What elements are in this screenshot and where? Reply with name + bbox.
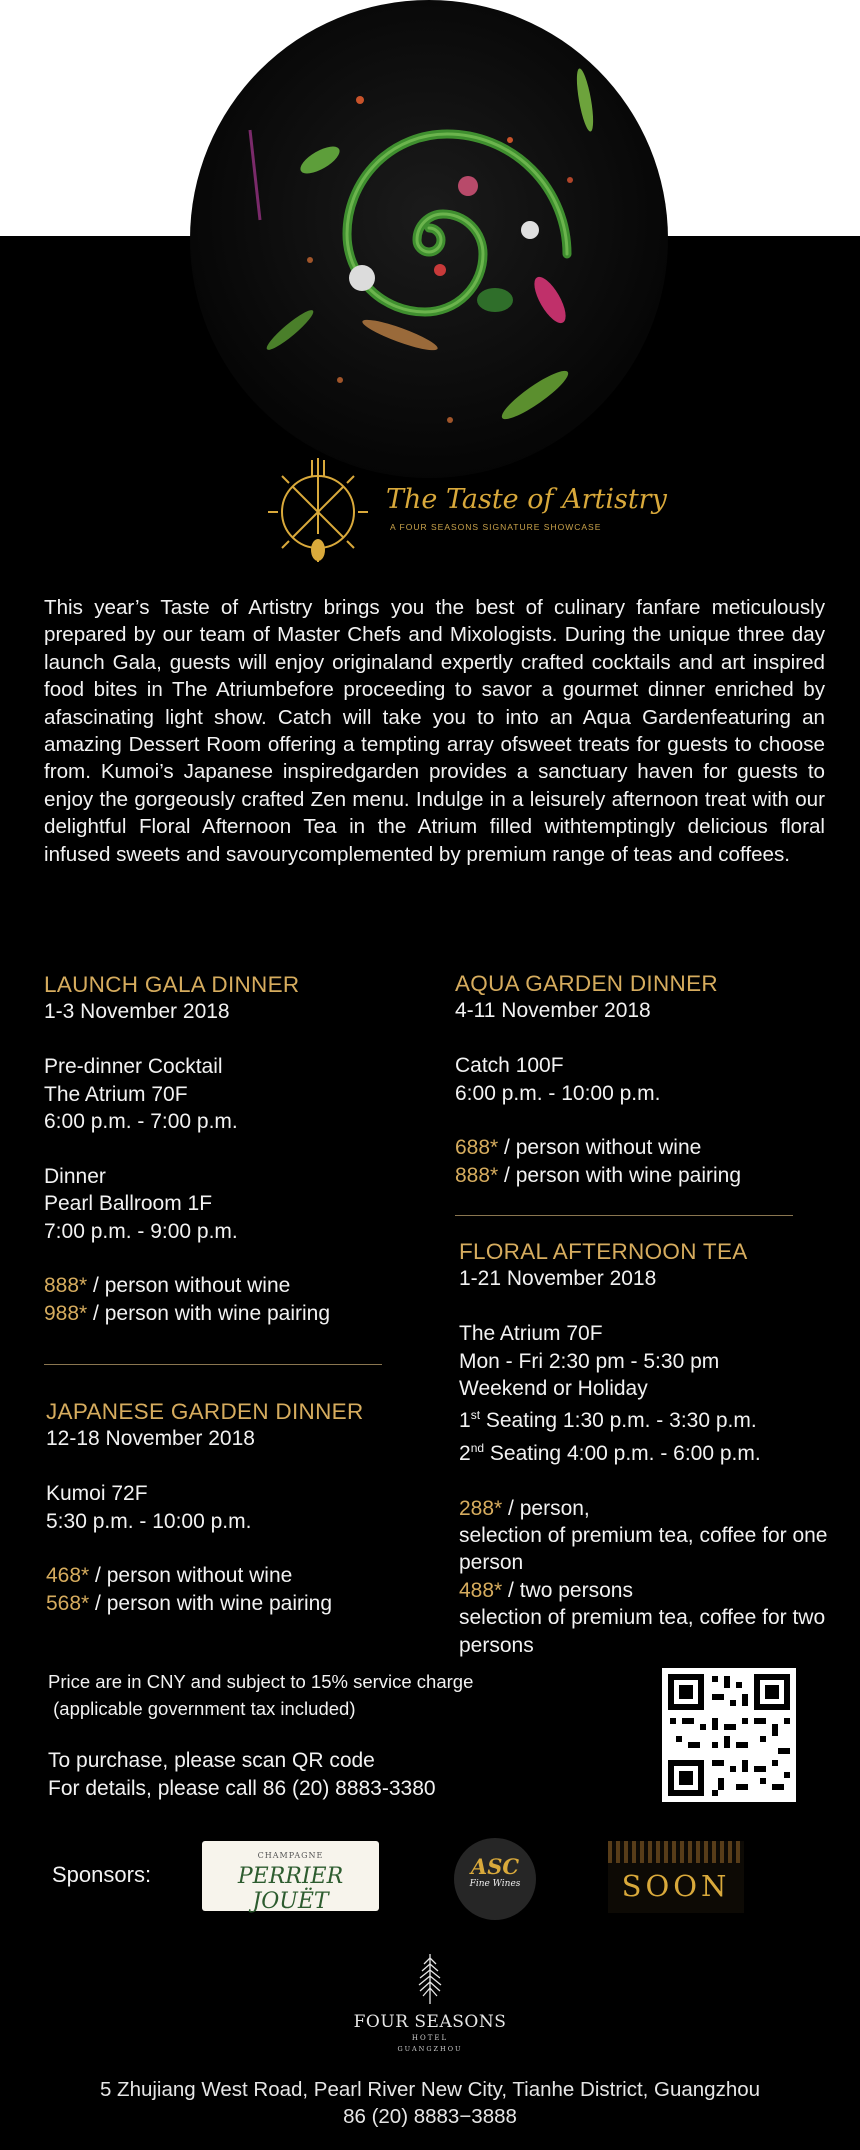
- price-desc: / person without wine: [87, 1274, 291, 1298]
- japanese-garden-venue: Kumoi 72F: [46, 1482, 148, 1506]
- purchase-info: [48, 1747, 436, 1803]
- price-value: 688*: [455, 1136, 499, 1160]
- sponsor1-name: PERRIER JOUËT: [237, 1864, 344, 1914]
- price-value: 468*: [46, 1564, 90, 1588]
- sponsor-perrier-jouet-logo: [202, 1841, 379, 1914]
- price-desc: / person without wine: [498, 1136, 702, 1160]
- price-value: 988*: [44, 1301, 88, 1325]
- event-logo: [262, 452, 667, 572]
- cocktail-venue: The Atrium 70F: [44, 1082, 188, 1106]
- floral-tea-section: [459, 1238, 839, 1659]
- japanese-garden-title: JAPANESE GARDEN DINNER: [46, 1399, 364, 1424]
- aqua-garden-section: [455, 970, 825, 1189]
- launch-gala-title: LAUNCH GALA DINNER: [44, 972, 300, 997]
- purchase-line-2[interactable]: For details, please call 86 (20) 8883-3380: [48, 1777, 436, 1800]
- floral-tea-price-1: [459, 1495, 839, 1522]
- ordinal-suffix: st: [470, 1408, 481, 1423]
- japanese-garden-price-1: [46, 1562, 416, 1589]
- price-desc: / two persons: [502, 1578, 633, 1602]
- fork-spoon-knife-icon: [262, 456, 374, 568]
- four-seasons-logo: [330, 1950, 530, 2060]
- hotel-address: [0, 2076, 860, 2130]
- aqua-garden-title: AQUA GARDEN DINNER: [455, 971, 718, 996]
- phone-line[interactable]: 86 (20) 8883−3888: [343, 2105, 517, 2128]
- price-desc: / person with wine pairing: [89, 1591, 333, 1615]
- price-desc: / person with wine pairing: [498, 1163, 742, 1187]
- price-desc: / person,: [502, 1496, 590, 1520]
- floral-tea-price-1-detail: selection of premium tea, coffee for one person: [459, 1524, 828, 1575]
- intro-paragraph: This year’s Taste of Artistry brings you the best of culinary fanfare meticulously prepared by our team of Master Chefs and Mixologists. During the unique three day launch Gala, guests will enjoy originaland expertly crafted cocktails and art inspired food bites in The Atriumbefore proceeding to savor a gourmet dinner enriched by afascinating light show. Catch will take you to into an Aqua Gardenfeaturing an amazing Dessert Room offering a tempting array ofsweet treats for guests to choose from. Kumoi’s Japanese inspiredgarden provides a sanctuary haven for guests to enjoy the gorgeously crafted Zen menu. Indulge in a leisurely afternoon treat with our delightful Floral Afternoon Tea in the Atrium filled withtemptingly delicious floral infused sweets and savourycomplemented by premium range of teas and coffees.: [44, 596, 825, 866]
- price-value: 488*: [459, 1578, 503, 1602]
- aqua-garden-dates: 4-11 November 2018: [455, 999, 651, 1023]
- launch-gala-section: [44, 971, 404, 1327]
- floral-tea-seating-2: [459, 1435, 839, 1467]
- divider: [44, 1364, 382, 1365]
- divider: [455, 1215, 793, 1216]
- ordinal-number: 2: [459, 1441, 471, 1465]
- price-value: 288*: [459, 1496, 503, 1520]
- pattern-band: [608, 1841, 744, 1863]
- sponsor2-name: ASC: [470, 1854, 520, 1879]
- floral-tea-weekend: Weekend or Holiday: [459, 1377, 648, 1401]
- sponsor1-top: CHAMPAGNE: [257, 1851, 324, 1860]
- dinner-label: Dinner: [44, 1164, 106, 1188]
- launch-gala-dates: 1-3 November 2018: [44, 1000, 230, 1024]
- logo-subtitle: A FOUR SEASONS SIGNATURE SHOWCASE: [390, 522, 602, 532]
- floral-tea-dates: 1-21 November 2018: [459, 1267, 657, 1291]
- japanese-garden-section: [46, 1398, 416, 1617]
- launch-gala-price-2: [44, 1300, 404, 1327]
- qr-code-icon[interactable]: [662, 1668, 796, 1802]
- floral-tea-weekday: Mon - Fri 2:30 pm - 5:30 pm: [459, 1349, 720, 1373]
- floral-tea-price-2: [459, 1577, 839, 1604]
- price-value: 888*: [44, 1274, 88, 1298]
- hotel-word: HOTEL: [411, 2034, 449, 2042]
- price-desc: / person without wine: [89, 1564, 293, 1588]
- cocktail-time: 6:00 p.m. - 7:00 p.m.: [44, 1110, 238, 1134]
- sponsor-soon-logo: [608, 1841, 744, 1913]
- seating-time: Seating 4:00 p.m. - 6:00 p.m.: [484, 1441, 761, 1465]
- floral-tea-seating-1: [459, 1402, 839, 1434]
- spiral-food-artwork: [190, 0, 668, 478]
- hotel-name: FOUR SEASONS: [353, 2012, 507, 2032]
- aqua-garden-time: 6:00 p.m. - 10:00 p.m.: [455, 1081, 661, 1105]
- floral-tea-title: FLORAL AFTERNOON TEA: [459, 1239, 748, 1264]
- floral-tea-venue: The Atrium 70F: [459, 1322, 603, 1346]
- japanese-garden-dates: 12-18 November 2018: [46, 1427, 255, 1451]
- aqua-garden-price-1: [455, 1134, 825, 1161]
- japanese-garden-time: 5:30 p.m. - 10:00 p.m.: [46, 1509, 252, 1533]
- japanese-garden-price-2: [46, 1590, 416, 1617]
- price-value: 888*: [455, 1163, 499, 1187]
- hotel-city: GUANGZHOU: [397, 2045, 463, 2053]
- dinner-venue: Pearl Ballroom 1F: [44, 1192, 213, 1216]
- price-note-line-1: Price are in CNY and subject to 15% service charge: [48, 1671, 474, 1692]
- price-value: 568*: [46, 1591, 90, 1615]
- cocktail-label: Pre-dinner Cocktail: [44, 1055, 223, 1079]
- logo-title: The Taste of Artistry: [386, 484, 667, 515]
- launch-gala-price-1: [44, 1272, 404, 1299]
- seating-time: Seating 1:30 p.m. - 3:30 p.m.: [480, 1409, 757, 1433]
- dinner-time: 7:00 p.m. - 9:00 p.m.: [44, 1219, 238, 1243]
- hero-image: [190, 0, 668, 478]
- price-note-line-2: (applicable government tax included): [48, 1698, 356, 1719]
- sponsor-asc-logo: [454, 1838, 536, 1920]
- price-desc: / person with wine pairing: [87, 1301, 331, 1325]
- sponsor2-sub: Fine Wines: [469, 1879, 521, 1889]
- ordinal-suffix: nd: [470, 1440, 485, 1455]
- address-line: 5 Zhujiang West Road, Pearl River New City, Tianhe District, Guangzhou: [99, 2078, 761, 2101]
- sponsor3-name: SOON: [621, 1869, 731, 1903]
- purchase-line-1: To purchase, please scan QR code: [48, 1749, 375, 1772]
- aqua-garden-venue: Catch 100F: [455, 1054, 564, 1078]
- ordinal-number: 1: [459, 1409, 471, 1433]
- price-note: [48, 1668, 473, 1722]
- floral-tea-price-2-detail: selection of premium tea, coffee for two persons: [459, 1606, 826, 1657]
- aqua-garden-price-2: [455, 1162, 825, 1189]
- sponsors-label: Sponsors:: [52, 1862, 152, 1887]
- tree-icon: [414, 1950, 446, 2006]
